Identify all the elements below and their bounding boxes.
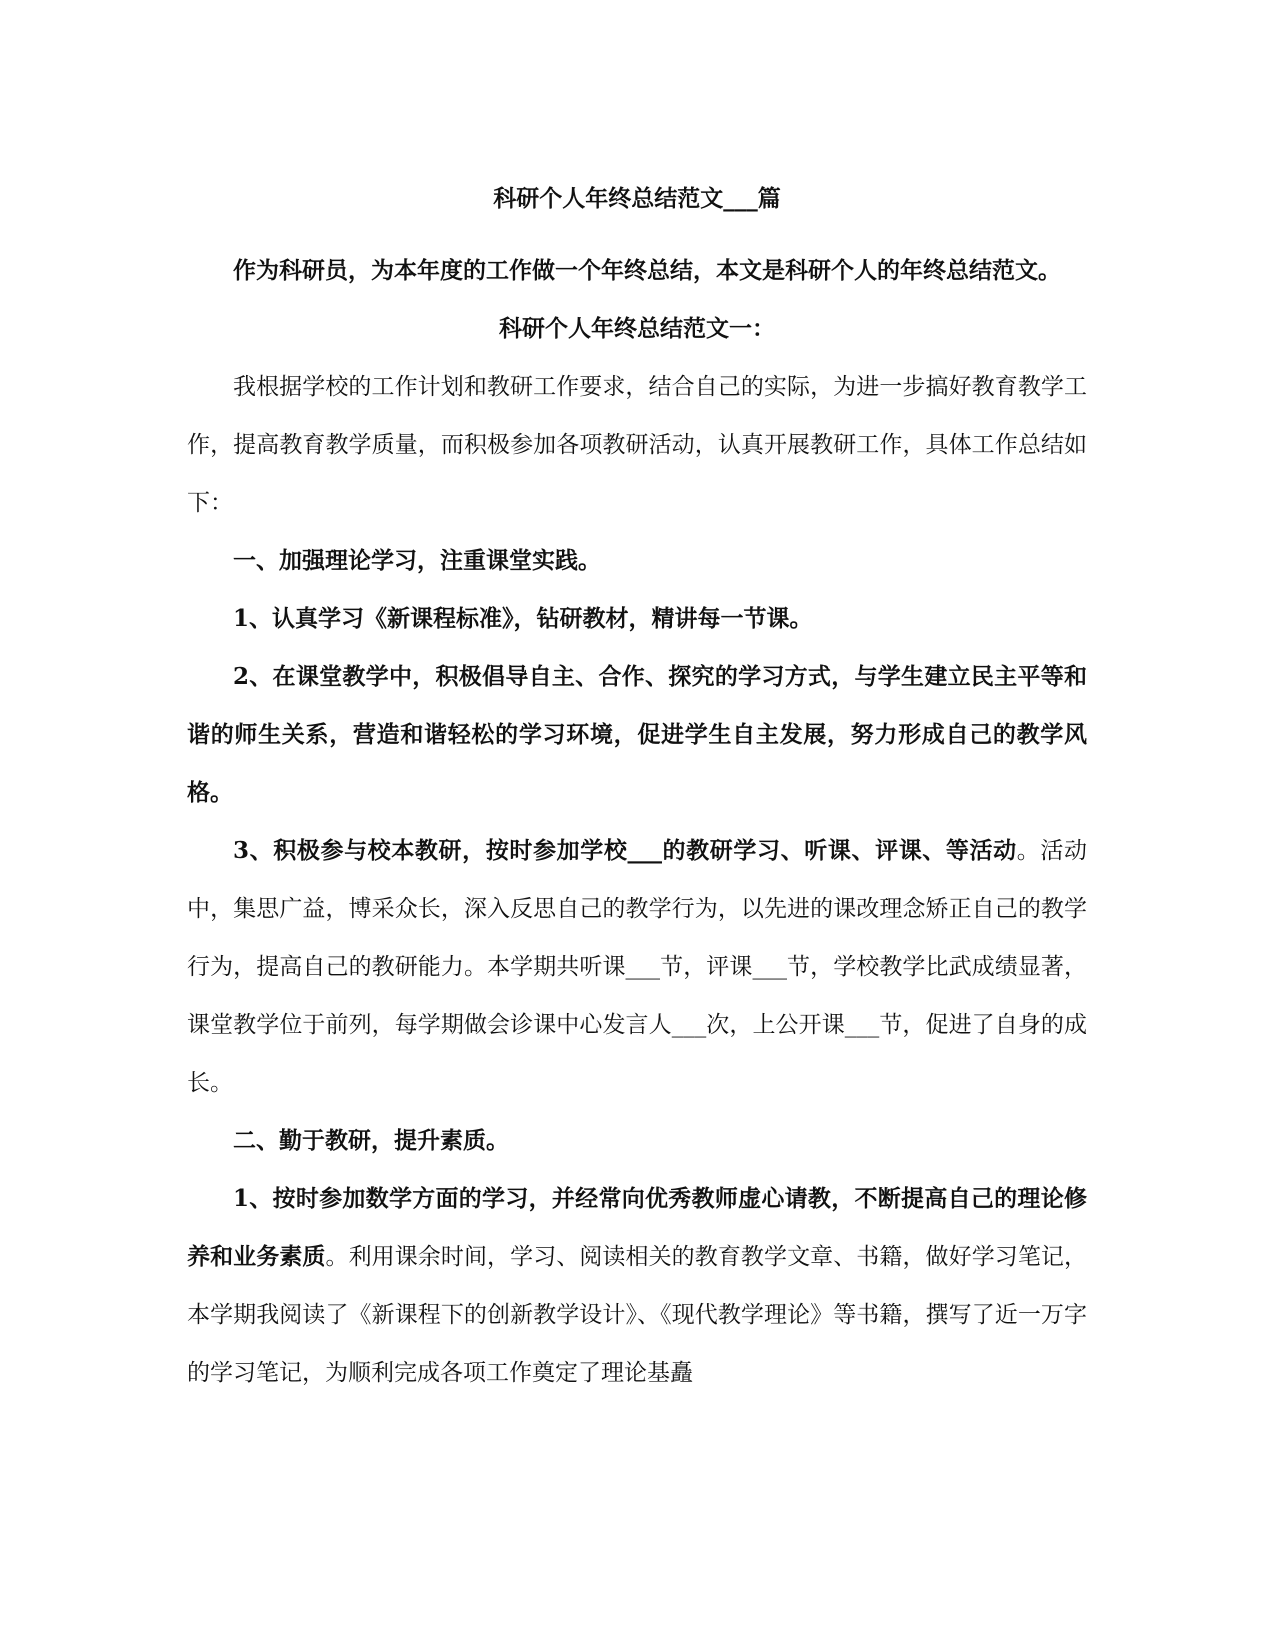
document-body	[187, 170, 1087, 1402]
item-1-3-body: 。活动中，集思广益，博采众长，深入反思自己的教学行为，以先进的课改理念矫正自己的教学行为，提高自己的教研能力。本学期共听课___节，评课___节，学校教学比武成绩显著，课堂教学位于前列，每学期做会诊课中心发言人___次，上公开课___节，促进了自身的成长。	[187, 838, 1087, 1096]
item-2-1-body: 。利用课余时间，学习、阅读相关的教育教学文章、书籍，做好学习笔记，本学期我阅读了《新课程下的创新教学设计》、《现代教学理论》等书籍，撰写了近一万字的学习笔记，为顺利完成各项工作奠定了理论基矗	[187, 1244, 1088, 1386]
paragraph-1: 我根据学校的工作计划和教研工作要求，结合自己的实际，为进一步搞好教育教学工作，提高教育教学质量，而积极参加各项教研活动，认真开展教研工作，具体工作总结如下：	[187, 374, 1087, 516]
heading-1: 一、加强理论学习，注重课堂实践。	[233, 547, 601, 574]
item-1-2: 2、在课堂教学中，积极倡导自主、合作、探究的学习方式，与学生建立民主平等和谐的师生关系，营造和谐轻松的学习环境，促进学生自主发展，努力形成自己的教学风格。	[187, 663, 1087, 806]
item-2-1	[187, 1170, 1087, 1402]
item-2-1-lead: 1、按时参加数学方面的学习，并经常向优秀教师虚心请教，不断提高自己的理论修养和业务素质	[187, 1185, 1087, 1270]
item-1-1: 1、认真学习《新课程标准》，钻研教材，精讲每一节课。	[233, 605, 813, 632]
heading-2: 二、勤于教研，提升素质。	[233, 1127, 509, 1154]
item-1-3	[187, 822, 1087, 1112]
intro-paragraph: 作为科研员，为本年度的工作做一个年终总结，本文是科研个人的年终总结范文。	[233, 257, 1061, 284]
document-title: 科研个人年终总结范文___篇	[493, 185, 781, 212]
section-heading: 科研个人年终总结范文一：	[499, 315, 775, 342]
item-1-3-lead: 3、积极参与校本教研，按时参加学校___的教研学习、听课、评课、等活动	[233, 837, 1017, 864]
